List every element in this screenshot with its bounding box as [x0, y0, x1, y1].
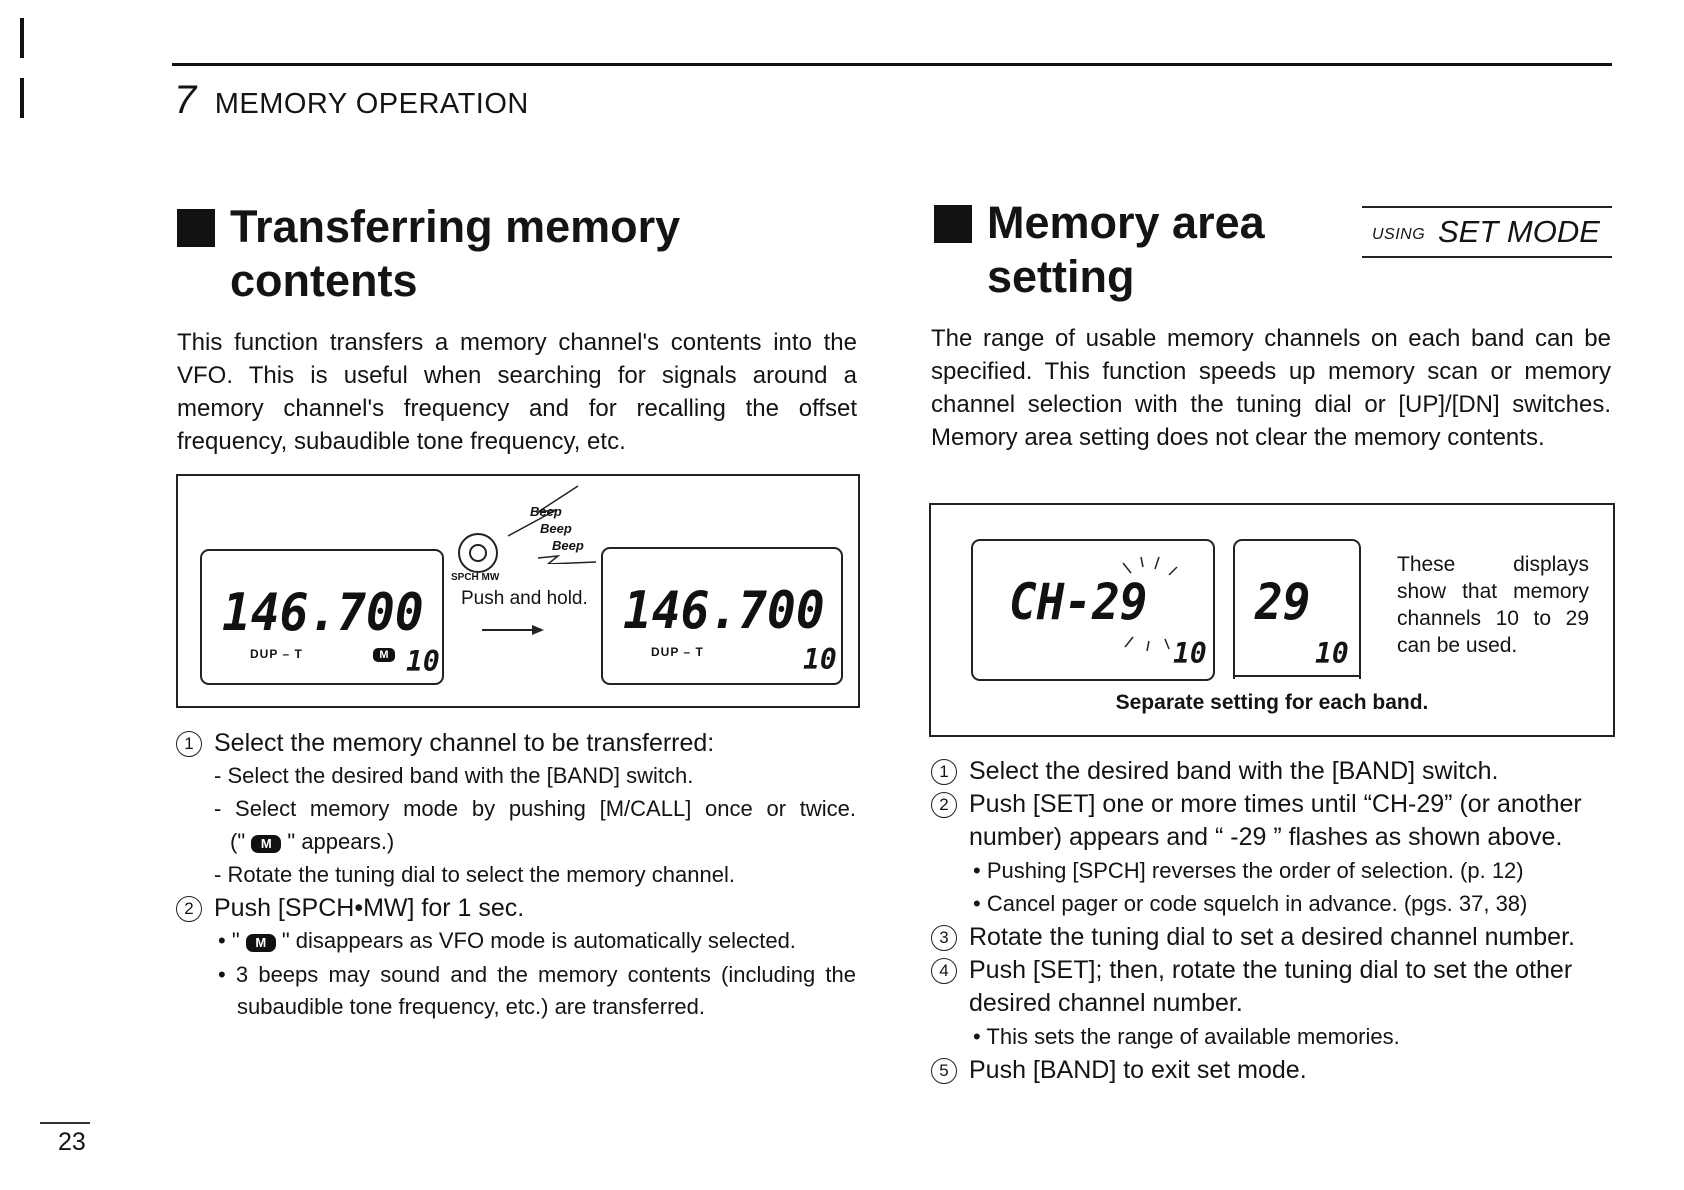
beep-text-1: Beep [530, 504, 562, 519]
binding-mark [20, 18, 24, 58]
beep-text-3: Beep [552, 538, 584, 553]
heading-line1: Memory area [987, 197, 1265, 248]
lcd-ch-display [971, 539, 1215, 681]
section-heading-transfer [177, 200, 877, 310]
memory-area-step-4-bullet-1: • This sets the range of available memories. [973, 1024, 1400, 1049]
memory-area-step-3 [931, 922, 1575, 952]
lcd-after [601, 547, 843, 685]
memory-area-step-2-cont: number) appears and “ -29 ” flashes as shown above. [969, 823, 1563, 851]
heading-line1: Transferring memory [230, 201, 681, 252]
figure-caption: Separate setting for each band. [1115, 691, 1429, 714]
lcd-dup-label: DUP – T [250, 647, 303, 661]
lcd-29-text: 29 [1255, 573, 1311, 631]
heading-line2: setting [987, 251, 1135, 302]
binding-mark [20, 78, 24, 118]
transfer-step-1-sub-3: - Rotate the tuning dial to select the memory channel. [214, 862, 735, 887]
memory-area-step-1 [931, 756, 1498, 786]
push-and-hold-label: Push and hold. [461, 588, 588, 609]
chapter-title: MEMORY OPERATION [214, 88, 529, 120]
mode-label: SET MODE [1438, 214, 1600, 249]
step-number: 2 [176, 896, 202, 922]
memory-m-icon: M [246, 934, 276, 952]
lcd-channel: 10 [1315, 637, 1349, 670]
memory-area-intro: The range of usable memory channels on each band can be specified. This function speeds up memory scan or memory channel selection with the tuning dial or [UP]/[DN] switches. Memory area setting does not clear the memory contents. [931, 325, 1611, 451]
lcd-channel: 10 [406, 645, 440, 678]
memory-area-step-4-cont: desired channel number. [969, 989, 1243, 1017]
step-text: Push [SPCH•MW] for 1 sec. [214, 894, 525, 922]
step-text: Push [BAND] to exit set mode. [969, 1056, 1307, 1084]
step-text: Select the desired band with the [BAND] switch. [969, 757, 1499, 785]
chapter-header [174, 78, 529, 123]
quote-open: (" [230, 829, 246, 854]
memory-area-figure [929, 503, 1615, 737]
memory-area-step-4 [931, 955, 1572, 985]
lcd-dup-label: DUP – T [651, 645, 704, 659]
lcd-ch-text: CH-29 [1009, 573, 1148, 631]
memory-area-step-2-bullet-2: • Cancel pager or code squelch in advance. (pgs. 37, 38) [973, 891, 1528, 916]
step-text: Select the memory channel to be transferred: [214, 729, 715, 757]
section-heading-memory-area [934, 196, 1354, 306]
memory-area-step-2 [931, 789, 1611, 819]
lcd-before [200, 549, 444, 685]
lcd-channel: 10 [1173, 637, 1207, 670]
step-number: 4 [931, 958, 957, 984]
step-number: 5 [931, 1058, 957, 1084]
lcd-bottom-edge [1235, 675, 1359, 677]
step-text: Rotate the tuning dial to set a desired channel number. [969, 923, 1575, 951]
key-label: SPCH MW [451, 572, 500, 583]
step-number: 3 [931, 925, 957, 951]
appears-text: " appears.) [287, 829, 395, 854]
step-text: Push [SET] one or more times until “CH-29” (or another [969, 790, 1582, 818]
spch-mw-key [458, 533, 498, 573]
step-number: 1 [176, 731, 202, 757]
transfer-figure [176, 474, 860, 708]
lcd-frequency: 146.700 [222, 583, 424, 643]
memory-m-icon: M [251, 835, 281, 853]
using-label: USING [1372, 226, 1426, 243]
transfer-step-2 [176, 893, 524, 923]
bullet-text: " disappears as VFO mode is automatically selected. [281, 928, 796, 953]
transfer-step-1-sub-1: - Select the desired band with the [BAND] switch. [214, 763, 694, 788]
memory-area-note: These displays show that memory channels 10 to 29 can be used. [1397, 553, 1589, 657]
memory-area-step-5 [931, 1055, 1307, 1085]
heading-square [934, 205, 972, 243]
transfer-step-2-bullet-2-cont: subaudible tone frequency, etc.) are transferred. [237, 994, 705, 1019]
lcd-channel: 10 [803, 643, 837, 676]
set-mode-tag [1362, 206, 1612, 258]
transfer-step-1 [176, 728, 714, 758]
memory-area-step-2-bullet-1: • Pushing [SPCH] reverses the order of selection. (p. 12) [973, 858, 1524, 883]
beep-text-2: Beep [540, 521, 572, 536]
heading-square [177, 209, 215, 247]
heading-line2: contents [230, 255, 418, 306]
page-number-rule [40, 1122, 90, 1124]
transfer-intro: This function transfers a memory channel's contents into the VFO. This is useful when searching for signals around a memory channel's frequency and for recalling the offset frequency, subaudible tone frequency, etc. [177, 329, 857, 455]
step-number: 1 [931, 759, 957, 785]
lcd-frequency: 146.700 [623, 581, 825, 641]
key-inner-ring [469, 544, 487, 562]
transfer-step-2-bullet-2: • 3 beeps may sound and the memory contents (including the [218, 962, 856, 987]
step-number: 2 [931, 792, 957, 818]
transfer-step-1-sub-2: - Select memory mode by pushing [M/CALL] once or twice. [214, 796, 856, 821]
transfer-step-1-sub-2-cont [230, 828, 394, 856]
bullet-open: • " [218, 928, 240, 953]
arrow-right-icon [482, 624, 544, 636]
transfer-step-2-bullet-1 [218, 927, 796, 955]
chapter-number: 7 [174, 78, 197, 122]
memory-badge: M [373, 648, 395, 662]
page-number: 23 [58, 1128, 86, 1156]
header-rule [172, 63, 1612, 66]
lcd-29-display [1233, 539, 1361, 679]
step-text: Push [SET]; then, rotate the tuning dial to set the other [969, 956, 1573, 984]
